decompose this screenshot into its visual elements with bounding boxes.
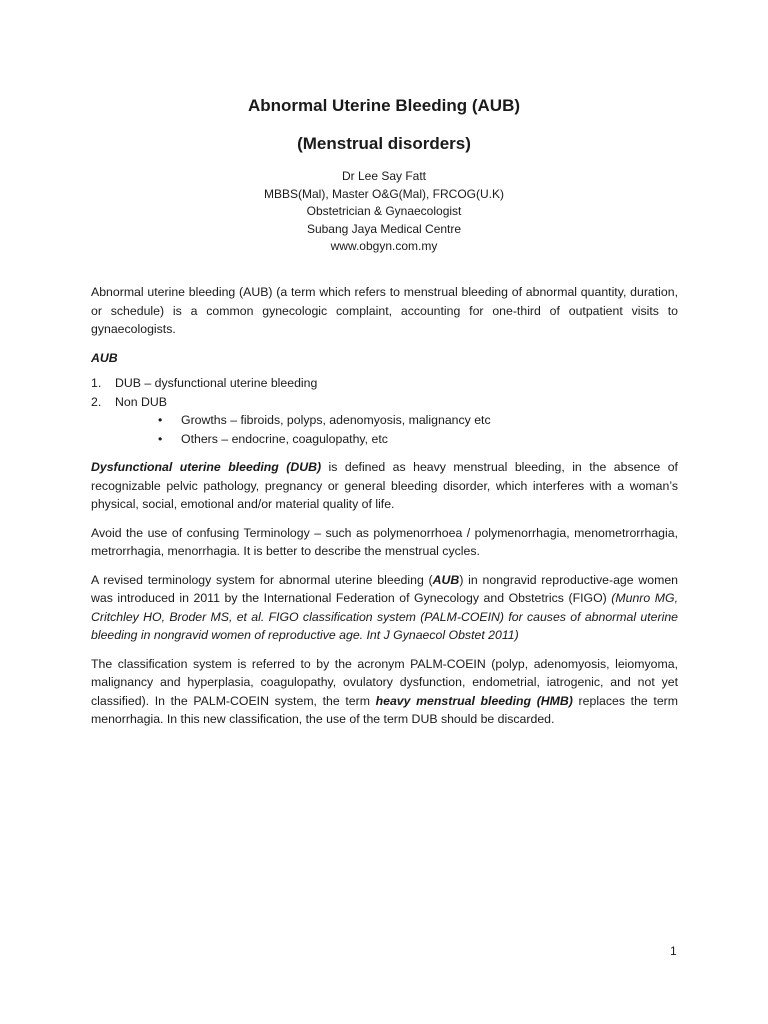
aub-emphasis: AUB (432, 572, 460, 587)
document-body (91, 283, 678, 739)
palm-text-post: replaces the term menorrhagia. In this new classification, the use of the term DUB should be discarded. (91, 693, 678, 726)
sublist-item-text: Growths – fibroids, polyps, adenomyosis, malignancy etc (181, 413, 491, 427)
sublist-item (91, 411, 678, 430)
intro-paragraph: Abnormal uterine bleeding (AUB) (a term which refers to menstrual bleeding of abnormal quantity, duration, or schedule) is a common gynecologic complaint, accounting for one-third of outpatient visits to gynaecologists. (91, 285, 678, 336)
page-number: 1 (670, 944, 677, 958)
list-number: 1. (91, 376, 102, 390)
citation: (Munro MG, Critchley HO, Broder MS, et al. FIGO classification system (PALM-COEIN) for causes of abnormal uterine bleeding in nongravid women of reproductive age. Int J Gynaecol Obstet 2011) (91, 591, 679, 642)
dub-definition-text: is defined as heavy menstrual bleeding, in the absence of recognizable pelvic pathology, pregnancy or general bleeding disorder, which interferes with a woman’s physical, social, emotional and/or material quality of life. (91, 460, 678, 511)
aub-heading: AUB (91, 350, 118, 365)
bullet-icon: • (158, 431, 163, 446)
bullet-icon: • (158, 413, 163, 427)
palm-text-pre: The classification system is referred to by the acronym PALM-COEIN (polyp, adenomyosis, leiomyoma, malignancy and hyperplasia, coagulopathy, ovulatory dysfunction, endometrial, iatrogenic, and not yet classified). In the PALM-COEIN system, the term (91, 656, 678, 708)
list-item-text: DUB – dysfunctional uterine bleeding (115, 376, 318, 390)
author-website: www.obgyn.com.my (330, 239, 438, 253)
revised-text-pre: A revised terminology system for abnormal uterine bleeding ( (91, 572, 433, 587)
hmb-term: heavy menstrual bleeding (HMB) (375, 693, 573, 708)
author-name: Dr Lee Say Fatt (341, 169, 427, 183)
author-credentials: MBBS(Mal), Master O&G(Mal), FRCOG(U.K) (263, 186, 504, 201)
list-number: 2. (91, 394, 102, 409)
non-dub-sublist (91, 411, 678, 448)
aub-list (91, 374, 678, 448)
aub-list-item (91, 374, 678, 393)
dub-definition-paragraph (91, 458, 678, 514)
sublist-item-text: Others – endocrine, coagulopathy, etc (181, 431, 388, 446)
document-subtitle: (Menstrual disorders) (297, 134, 471, 153)
sublist-item (91, 430, 678, 449)
document-title: Abnormal Uterine Bleeding (AUB) (247, 96, 521, 115)
dub-term: Dysfunctional uterine bleeding (DUB) (91, 460, 322, 474)
revised-terminology-paragraph (91, 571, 678, 645)
non-dub-sublist-container (91, 411, 678, 448)
author-block (0, 168, 768, 256)
author-role: Obstetrician & Gynaecologist (306, 204, 462, 218)
author-institution: Subang Jaya Medical Centre (306, 221, 462, 236)
terminology-paragraph: Avoid the use of confusing Terminology – such as polymenorrhoea / polymenorrhagia, menometrorrhagia, metrorrhagia, menorrhagia. It is better to describe the menstrual cycles. (91, 525, 678, 558)
list-item-text: Non DUB (115, 394, 167, 409)
aub-list-item (91, 393, 678, 412)
palm-coein-paragraph (91, 655, 678, 729)
revised-text-mid: ) in nongravid reproductive-age women was introduced in 2011 by the International Federation of Gynecology and Obstetrics (FIGO) (91, 572, 678, 605)
